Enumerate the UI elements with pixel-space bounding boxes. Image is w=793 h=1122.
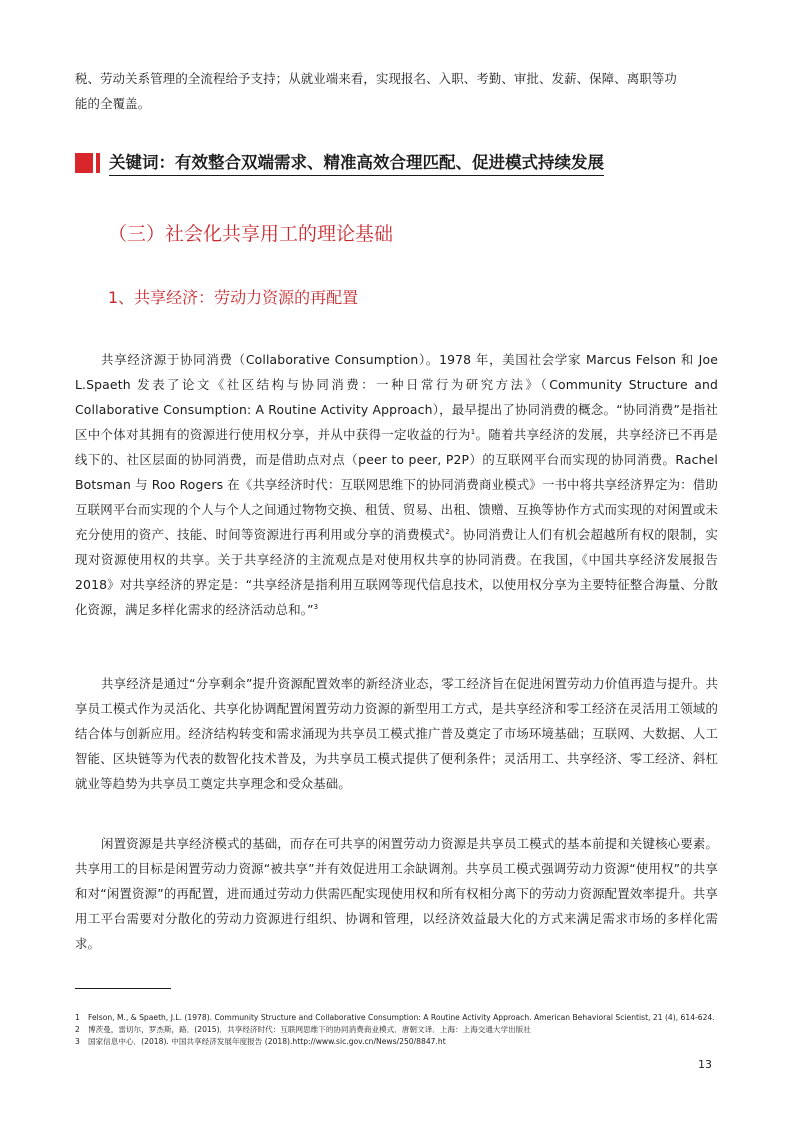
footnote-3-text: 国家信息中心．(2018). 中国共享经济发展年度报告 (2018).http://www.sic.gov.cn/News/250/8847.ht [88, 1037, 446, 1046]
paragraph-3 [75, 831, 718, 956]
paragraph-2 [75, 671, 718, 796]
keywords-banner [75, 151, 718, 175]
subsection-title: 1、共享经济：劳动力资源的再配置 [108, 288, 359, 307]
footnote-1-number: 1 [75, 1013, 80, 1022]
keywords-marker-block [75, 153, 93, 173]
footnote-3 [75, 1036, 735, 1048]
footnote-1 [75, 1012, 735, 1024]
footnote-ref-2: 2 [445, 527, 450, 536]
paragraph-1-part-a: 共享经济源于协同消费（Collaborative Consumption）。1978 年，美国社会学家 Marcus Felson 和 Joe L.Spaeth 发表了论文《社区结构与协同消费：一种日常行为研究方法》（Community Structure and Collaborative Consumption: A Routine Activity Approach），最早提出了协同消费的概念。“协同消费”是指社区中个体对其拥有的资源进行使用权分享，并从中获得一定收益的行为 [75, 352, 718, 442]
paragraph-1 [75, 347, 718, 622]
continued-paragraph [75, 66, 718, 116]
footnote-2-text: 博茨曼，雷切尔，罗杰斯，路．(2015)．共享经济时代：互联网思维下的协同消费商业模式．唐朝文译．上海：上海交通大学出版社 [88, 1025, 531, 1034]
footnote-2-number: 2 [75, 1025, 80, 1034]
paragraph-1-part-c: 。协同消费让人们有机会超越所有权的限制，实现对资源使用权的共享。关于共享经济的主流观点是对使用权共享的协同消费。在我国，《中国共享经济发展报告 2018》对共享经济的界定是：“共享经济是指利用互联网等现代信息技术，以使用权分享为主要特征整合海量、分散化资源，满足多样化需求的经济活动总和。” [75, 527, 718, 617]
footnote-3-number: 3 [75, 1037, 80, 1046]
footnote-1-text: Felson, M., & Spaeth, J.L. (1978). Community Structure and Collaborative Consumption: A Routine Activity Approach. American Behavioral Scientist, 21 (4), 614-624. [88, 1013, 715, 1022]
section-title: （三）社会化共享用工的理论基础 [108, 223, 394, 245]
keywords-marker-bar [96, 153, 100, 173]
footnote-2 [75, 1024, 735, 1036]
footnote-ref-1: 1 [470, 427, 476, 436]
footnote-divider [75, 988, 171, 989]
continued-line-2: 能的全覆盖。 [75, 96, 151, 111]
paragraph-1-part-b: 。随着共享经济的发展，共享经济已不再是线下的、社区层面的协同消费，而是借助点对点（peer to peer, P2P）的互联网平台而实现的协同消费。Rachel Botsman 与 Roo Rogers 在《共享经济时代：互联网思维下的协同消费商业模式》一书中将共享经济界定为：借助互联网平台而实现的个人与个人之间通过物物交换、租赁、贸易、出租、馈赠、互换等协作方式而实现的对闲置或未充分使用的资产、技能、时间等资源进行再利用或分享的消费模式 [75, 427, 718, 542]
paragraph-3-text: 闲置资源是共享经济模式的基础，而存在可共享的闲置劳动力资源是共享员工模式的基本前提和关键核心要素。共享用工的目标是闲置劳动力资源“被共享”并有效促进用工余缺调剂。共享员工模式强调劳动力资源“使用权”的共享和对“闲置资源”的再配置，进而通过劳动力供需匹配实现使用权和所有权相分离下的劳动力资源配置效率提升。共享用工平台需要对分散化的劳动力资源进行组织、协调和管理，以经济效益最大化的方式来满足需求市场的多样化需求。 [75, 836, 718, 951]
paragraph-2-text: 共享经济是通过“分享剩余”提升资源配置效率的新经济业态，零工经济旨在促进闲置劳动力价值再造与提升。共享员工模式作为灵活化、共享化协调配置闲置劳动力资源的新型用工方式，是共享经济和零工经济在灵活用工领域的结合体与创新应用。经济结构转变和需求涌现为共享员工模式推广普及奠定了市场环境基础；互联网、大数据、人工智能、区块链等为代表的数智化技术普及，为共享员工模式提供了便利条件；灵活用工、共享经济、零工经济、斜杠就业等趋势为共享员工奠定共享理念和受众基础。 [75, 676, 718, 791]
continued-line-1: 税、劳动关系管理的全流程给予支持；从就业端来看，实现报名、入职、考勤、审批、发薪、保障、离职等功 [75, 71, 677, 86]
footnote-ref-3: 3 [313, 602, 319, 611]
page-number: 13 [698, 1058, 712, 1071]
keywords-text: 关键词：有效整合双端需求、精准高效合理匹配、促进模式持续发展 [109, 151, 604, 176]
